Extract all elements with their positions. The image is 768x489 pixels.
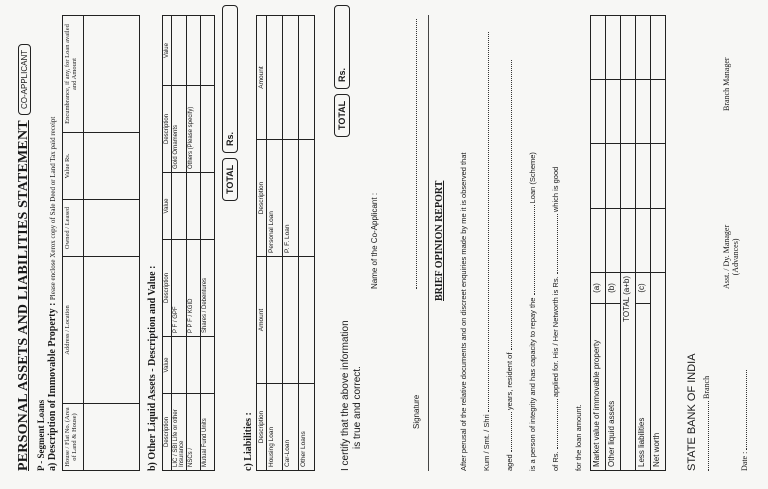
immovable-col-house: House / Flat No. (Area of Land & House) <box>63 404 84 471</box>
date-field[interactable] <box>746 370 747 450</box>
bank-name: STATE BANK OF INDIA <box>686 353 698 471</box>
branch-field[interactable] <box>708 401 709 471</box>
liquid-col-value-2: Value <box>163 173 172 240</box>
liquid-cell[interactable] <box>201 337 215 394</box>
immovable-heading <box>47 117 58 471</box>
liquid-cell[interactable] <box>201 173 215 240</box>
opinion-line-3 <box>498 15 521 471</box>
networth-value[interactable] <box>591 80 606 144</box>
networth-value[interactable] <box>591 144 606 208</box>
liquid-cell[interactable] <box>187 16 201 86</box>
networth-value[interactable] <box>651 16 666 80</box>
liabilities-cell: Other Loans <box>299 384 315 471</box>
immovable-cell[interactable] <box>84 200 140 257</box>
liquid-cell[interactable] <box>172 173 187 240</box>
liquid-cell: Shares / Debentures <box>201 240 215 337</box>
liquid-assets-table <box>162 15 215 471</box>
networth-value[interactable] <box>606 80 621 144</box>
liquid-col-desc-3: Description <box>163 86 172 173</box>
opinion-heading: BRIEF OPINION REPORT <box>434 180 445 301</box>
networth-field[interactable] <box>557 214 558 274</box>
networth-label: Market value of immovable property <box>591 304 606 471</box>
liquid-cell[interactable] <box>172 16 187 86</box>
liquid-cell: NSCs / <box>187 394 201 471</box>
date-line <box>740 370 749 471</box>
liquid-col-desc-2: Description <box>163 240 172 337</box>
networth-value[interactable] <box>591 16 606 80</box>
liquid-cell: LIC / SBI Life or other Insurance <box>172 394 187 471</box>
networth-tag: (c) <box>636 273 651 304</box>
networth-value[interactable] <box>591 208 606 272</box>
networth-value[interactable] <box>636 80 651 144</box>
liabilities-cell: P. F. Loan <box>283 140 299 257</box>
immovable-note: Please enclose Xerox copy of Sale Deed or Land Tax paid receipt <box>49 116 57 301</box>
networth-label: Other liquid assets <box>606 304 621 471</box>
liquid-cell: Gold Ornaments <box>172 86 187 173</box>
liquid-heading: b) Other Liquid Assets - Description and Value : <box>147 265 158 471</box>
liabilities-col-amount-2: Amount <box>257 16 267 140</box>
certify-line-1: I certify that the above information <box>340 320 351 471</box>
liquid-cell <box>201 86 215 173</box>
networth-value[interactable] <box>606 16 621 80</box>
networth-value[interactable] <box>651 208 666 272</box>
immovable-cell[interactable] <box>84 16 140 133</box>
liabilities-col-desc-1: Description <box>257 384 267 471</box>
liquid-total-value[interactable] <box>222 5 238 153</box>
liquid-cell[interactable] <box>172 337 187 394</box>
liquid-cell: P F / GPF <box>172 240 187 337</box>
residence-field[interactable] <box>511 61 512 351</box>
signature-label: Signature <box>412 394 421 429</box>
section-divider <box>428 15 429 471</box>
networth-value[interactable] <box>606 144 621 208</box>
signature-line[interactable] <box>410 19 417 289</box>
opinion-body <box>452 15 590 471</box>
opinion-line-4 <box>521 15 544 471</box>
liabilities-cell: Car-Loan <box>283 384 299 471</box>
liabilities-cell[interactable] <box>299 257 315 384</box>
networth-tag: (b) <box>606 273 621 304</box>
liabilities-total-value[interactable] <box>334 5 350 89</box>
liquid-col-value-1: Value <box>163 337 172 394</box>
networth-value[interactable] <box>606 208 621 272</box>
liabilities-cell: Housing Loan <box>267 384 283 471</box>
liquid-cell: P P F / KGID <box>187 240 201 337</box>
immovable-cell[interactable] <box>84 257 140 404</box>
asst-manager-signoff <box>722 225 740 289</box>
liquid-cell[interactable] <box>187 173 201 240</box>
co-applicant-name-label: Name of the Co-Applicant : <box>370 192 379 289</box>
loan-scheme-field[interactable] <box>534 205 535 295</box>
networth-label: Net worth <box>651 273 666 471</box>
liabilities-cell: Personal Loan <box>267 140 283 257</box>
opinion-aged-label: aged <box>505 454 514 471</box>
immovable-col-owned: Owned / Leased <box>63 200 84 257</box>
liquid-total-label: TOTAL <box>225 164 235 194</box>
form-title: PERSONAL ASSETS AND LIABILITIES STATEMENT <box>16 120 31 471</box>
liquid-col-value-3: Value <box>163 16 172 86</box>
networth-tag: (a) <box>591 273 606 304</box>
opinion-line-6: for the loan amount. <box>574 404 583 471</box>
liabilities-total-label: TOTAL <box>337 100 347 130</box>
liquid-col-desc-1: Description <box>163 394 172 471</box>
networth-total-label: TOTAL (a+b) <box>621 273 636 471</box>
opinion-rs-label: of Rs. <box>551 451 560 471</box>
liabilities-cell[interactable] <box>299 140 315 257</box>
immovable-col-address: Address / Location <box>63 257 84 404</box>
branch-line <box>702 376 711 471</box>
immovable-table <box>62 15 140 471</box>
opinion-good-text: which is good <box>551 166 560 213</box>
liabilities-col-amount-1: Amount <box>257 257 267 384</box>
networth-table <box>590 15 666 471</box>
networth-value[interactable] <box>621 16 636 80</box>
liabilities-col-desc-2: Description <box>257 140 267 257</box>
date-label: Date : <box>740 451 749 471</box>
liabilities-cell[interactable] <box>283 16 299 140</box>
liabilities-cell[interactable] <box>267 16 283 140</box>
certification-text <box>340 320 364 471</box>
opinion-line-5 <box>544 15 567 471</box>
liabilities-total-currency: Rs. <box>337 67 347 82</box>
segment-label: P - Segment Loans <box>36 399 46 471</box>
immovable-col-value: Value Rs. <box>63 133 84 200</box>
liquid-cell[interactable] <box>201 16 215 86</box>
liquid-cell[interactable] <box>187 337 201 394</box>
opinion-line-2 <box>475 15 498 471</box>
liabilities-cell[interactable] <box>299 16 315 140</box>
branch-manager-signoff: Branch Manager <box>722 57 731 111</box>
age-field[interactable] <box>511 412 512 452</box>
immovable-col-encumbrance: Encumbrance, if any, for Loan availed and Amount <box>63 16 84 133</box>
networth-value[interactable] <box>621 208 636 272</box>
loan-amount-field[interactable] <box>557 399 558 449</box>
networth-label: Less liabilities <box>636 304 651 471</box>
opinion-name-label: Kum / Smt. / Shri <box>482 414 491 471</box>
networth-value[interactable] <box>636 208 651 272</box>
networth-value[interactable] <box>651 80 666 144</box>
networth-value[interactable] <box>621 80 636 144</box>
networth-value[interactable] <box>621 144 636 208</box>
name-field[interactable] <box>488 32 489 412</box>
liquid-total-box <box>222 158 238 201</box>
liabilities-table <box>256 15 315 471</box>
networth-value[interactable] <box>636 144 651 208</box>
opinion-resident-label: years, resident of <box>505 352 514 411</box>
liquid-total-currency: Rs. <box>225 131 235 146</box>
immovable-heading-text: a) Description of Immovable Property : <box>47 302 58 471</box>
immovable-cell[interactable] <box>84 404 140 471</box>
branch-label: Branch <box>702 375 711 399</box>
liquid-cell: Others (Please specify) <box>187 86 201 173</box>
liabilities-total-box <box>334 94 350 137</box>
networth-value[interactable] <box>636 16 651 80</box>
opinion-integrity-text: is a person of integrity and has capacity to repay the <box>528 297 537 471</box>
co-applicant-badge: CO-APPLICANT <box>18 44 31 115</box>
opinion-loan-scheme-label: Loan (Scheme) <box>528 152 537 204</box>
opinion-line-1: After perusal of the relative documents and on discreet enquiries made by me it is observed that <box>459 152 468 471</box>
liabilities-cell[interactable] <box>283 257 299 384</box>
liabilities-cell[interactable] <box>267 257 283 384</box>
networth-value[interactable] <box>651 144 666 208</box>
certify-line-2: is true and correct. <box>352 366 363 449</box>
liabilities-heading: c) Liabilities : <box>243 412 254 471</box>
asst-manager-title: Asst. / Dy. Manager <box>722 224 731 289</box>
asst-manager-subtitle: (Advances) <box>731 238 740 276</box>
opinion-networth-text: applied for. His / Her Networth is Rs. <box>551 276 560 398</box>
liquid-cell: Mutual Fund Units <box>201 394 215 471</box>
immovable-cell[interactable] <box>84 133 140 200</box>
